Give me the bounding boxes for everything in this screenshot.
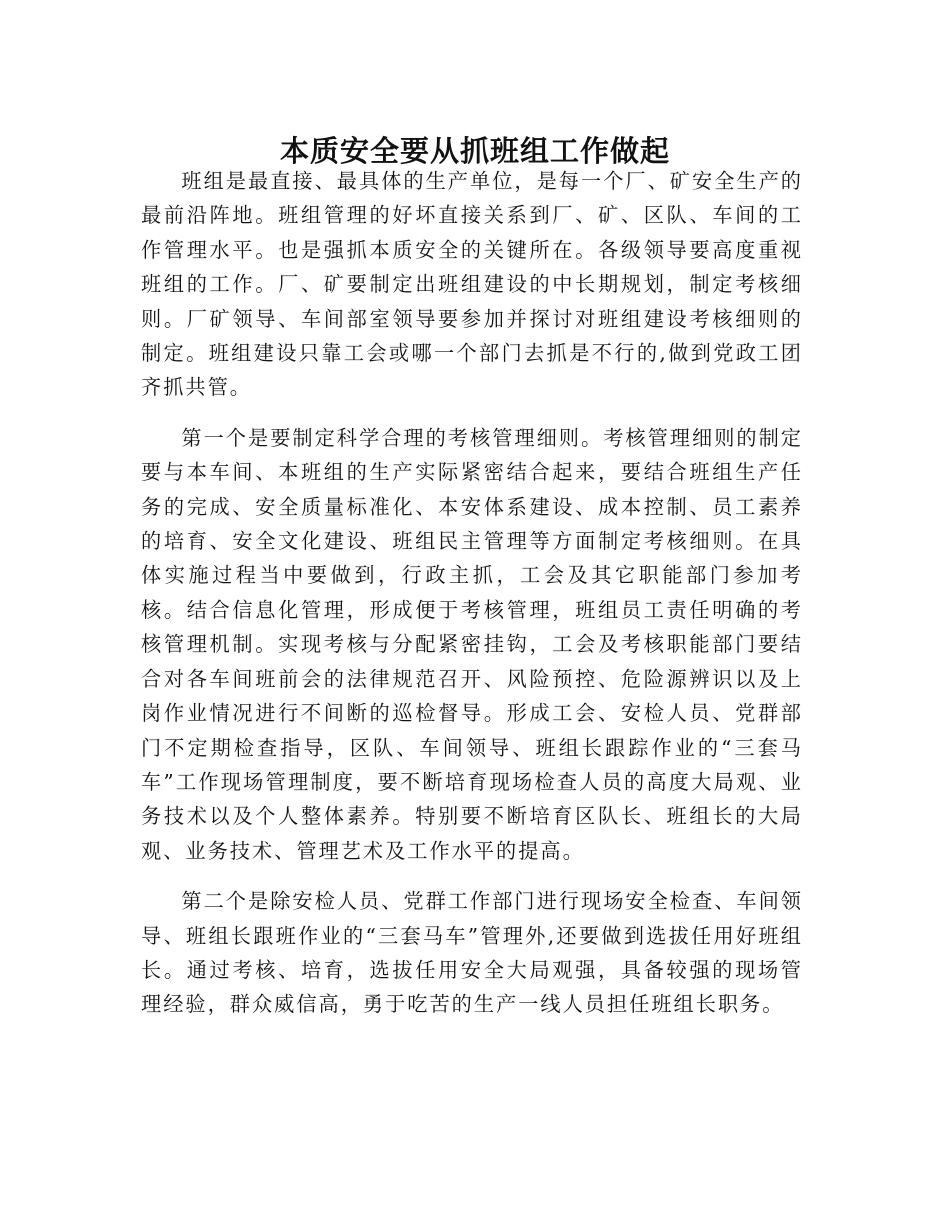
document-body (141, 164, 803, 1038)
paragraph-1: 班组是最直接、最具体的生产单位，是每一个厂、矿安全生产的最前沿阵地。班组管理的好坏直接关系到厂、矿、区队、车间的工作管理水平。也是强抓本质安全的关键所在。各级领导要高度重视班组的工作。厂、矿要制定出班组建设的中长期规划，制定考核细则。厂矿领导、车间部室领导要参加并探讨对班组建设考核细则的制定。班组建设只靠工会或哪一个部门去抓是不行的,做到党政工团齐抓共管。 (141, 169, 803, 400)
paragraph-3: 第二个是除安检人员、党群工作部门进行现场安全检查、车间领导、班组长跟班作业的“三套马车”管理外,还要做到选拔任用好班组长。通过考核、培育，选拔任用安全大局观强，具备较强的现场管理经验，群众威信高，勇于吃苦的生产一线人员担任班组长职务。 (141, 889, 803, 1017)
paragraph-2: 第一个是要制定科学合理的考核管理细则。考核管理细则的制定要与本车间、本班组的生产实际紧密结合起来，要结合班组生产任务的完成、安全质量标准化、本安体系建设、成本控制、员工素养的培育、安全文化建设、班组民主管理等方面制定考核细则。在具体实施过程当中要做到，行政主抓，工会及其它职能部门参加考核。结合信息化管理，形成便于考核管理，班组员工责任明确的考核管理机制。实现考核与分配紧密挂钩，工会及考核职能部门要结合对各车间班前会的法律规范召开、风险预控、危险源辨识以及上岗作业情况进行不间断的巡检督导。形成工会、安检人员、党群部门不定期检查指导，区队、车间领导、班组长跟踪作业的“三套马车”工作现场管理制度，要不断培育现场检查人员的高度大局观、业务技术以及个人整体素养。特别要不断培育区队长、班组长的大局观、业务技术、管理艺术及工作水平的提高。 (141, 425, 803, 863)
document-title: 本质安全要从抓班组工作做起 (279, 134, 670, 169)
